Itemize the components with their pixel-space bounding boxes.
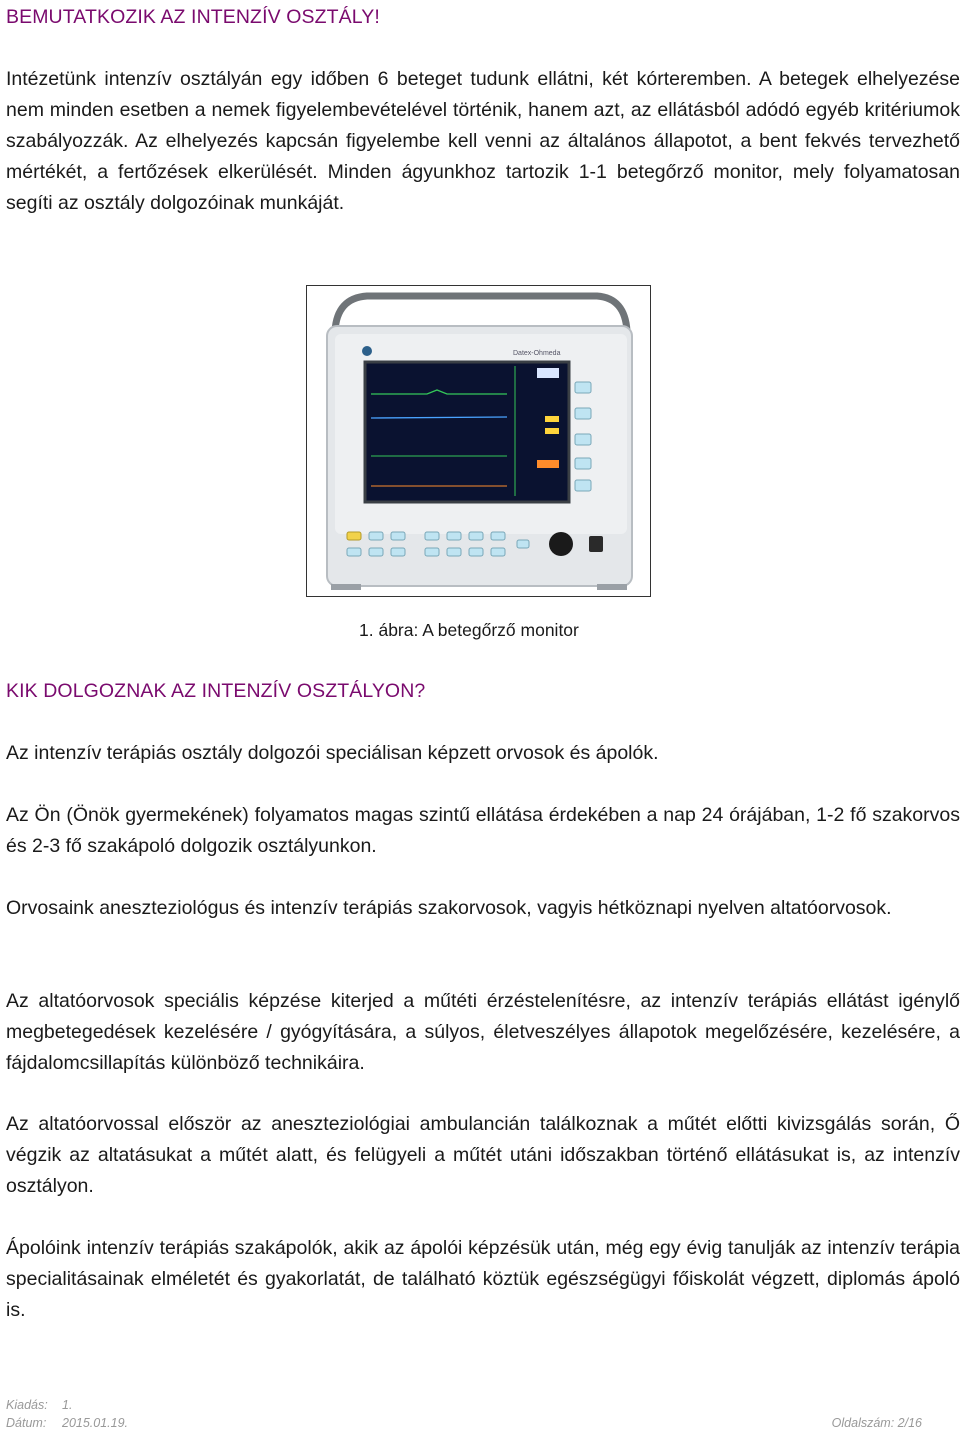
button-11 [447, 548, 461, 556]
footer-datum-label: Dátum: [6, 1416, 47, 1430]
button-12 [469, 548, 483, 556]
paragraph-3: Orvosaink aneszteziológus és intenzív terápiás szakorvosok, vagyis hétköznapi nyelven altatóorvosok. [6, 897, 892, 919]
section-heading-staff: KIK DOLGOZNAK AZ INTENZÍV OSZTÁLYON? [6, 680, 426, 702]
button-8 [369, 548, 383, 556]
brand-logo-icon [362, 346, 372, 356]
button-10 [425, 548, 439, 556]
patient-monitor-figure [306, 285, 651, 597]
screen-value-hr [537, 368, 559, 378]
footer-kiadas-label: Kiadás: [6, 1398, 48, 1412]
screen-value-spo2 [545, 416, 559, 422]
button-yellow [347, 532, 361, 540]
figure-caption: 1. ábra: A betegőrző monitor [359, 620, 579, 640]
side-key-4 [575, 458, 591, 469]
footer-page-number: Oldalszám: 2/16 [831, 1416, 922, 1430]
button-2 [391, 532, 405, 540]
side-key-3 [575, 434, 591, 445]
patient-monitor-image [307, 286, 649, 595]
paragraph-2: Az Ön (Önök gyermekének) folyamatos magas szintű ellátása érdekében a nap 24 órájában, 1-2 fő szakorvos és 2-3 fő szakápoló dolgozik osztályunkon. [6, 804, 960, 857]
footer-datum-value: 2015.01.19. [62, 1416, 129, 1430]
intro-paragraph: Intézetünk intenzív osztályán egy időben 6 beteget tudunk ellátni, két kórteremben. A betegek elhelyezése nem minden esetben a nemek figyelembevételével történik, hanem azt, az ellátásból adódó egyéb kritériumok szabályozzák. Az elhelyezés kapcsán figyelembe kell venni az általános állapotot, a bent fekvés tervezhető mértékét, a fertőzések elkerülését. Minden ágyunkhoz tartozik 1-1 betegőrző monitor, mely folyamatosan segíti az osztály dolgozóinak munkáját. [6, 68, 960, 214]
brand-label: Datex-Ohmeda [513, 350, 561, 357]
screen-value-alarm [537, 460, 559, 468]
paragraph-6: Ápolóink intenzív terápiás szakápolók, akik az ápolói képzésük után, még egy évig tanulják az intenzív terápia specialitásainak elméletét és gyakorlatát, de található köztük egészségügyi főiskolát végzett, diplomás ápoló is. [6, 1237, 960, 1321]
footer-datum [6, 1416, 128, 1430]
button-6 [491, 532, 505, 540]
button-14 [517, 540, 529, 548]
section-heading-intro: BEMUTATKOZIK AZ INTENZÍV OSZTÁLY! [6, 6, 380, 28]
power-switch-icon [589, 536, 603, 552]
rotary-knob-icon [549, 532, 573, 556]
button-5 [469, 532, 483, 540]
button-13 [491, 548, 505, 556]
footer-kiadas-value: 1. [62, 1398, 73, 1412]
monitor-foot-right [597, 584, 627, 590]
monitor-foot-left [331, 584, 361, 590]
button-1 [369, 532, 383, 540]
button-3 [425, 532, 439, 540]
paragraph-1: Az intenzív terápiás osztály dolgozói speciálisan képzett orvosok és ápolók. [6, 742, 659, 764]
paragraph-4: Az altatóorvosok speciális képzése kiterjed a műtéti érzéstelenítésre, az intenzív terápiás ellátást igénylő megbetegedések kezelésére / gyógyítására, a súlyos, életveszélyes állapotok megelőzésére, kezelésére, a fájdalomcsillapítás különböző technikáira. [6, 990, 960, 1074]
monitor-screen [365, 362, 569, 502]
footer-kiadas [6, 1398, 72, 1412]
side-key-2 [575, 408, 591, 419]
button-7 [347, 548, 361, 556]
button-4 [447, 532, 461, 540]
side-key-1 [575, 382, 591, 393]
button-9 [391, 548, 405, 556]
paragraph-5: Az altatóorvossal először az aneszteziológiai ambulancián találkoznak a műtét előtti kivizsgálás során, Ő végzik az altatásukat a műtét alatt, és felügyeli a műtét utáni időszakban történő ellátásukat is, az intenzív osztályon. [6, 1113, 960, 1197]
side-key-5 [575, 480, 591, 491]
screen-value-nibp [545, 428, 559, 434]
